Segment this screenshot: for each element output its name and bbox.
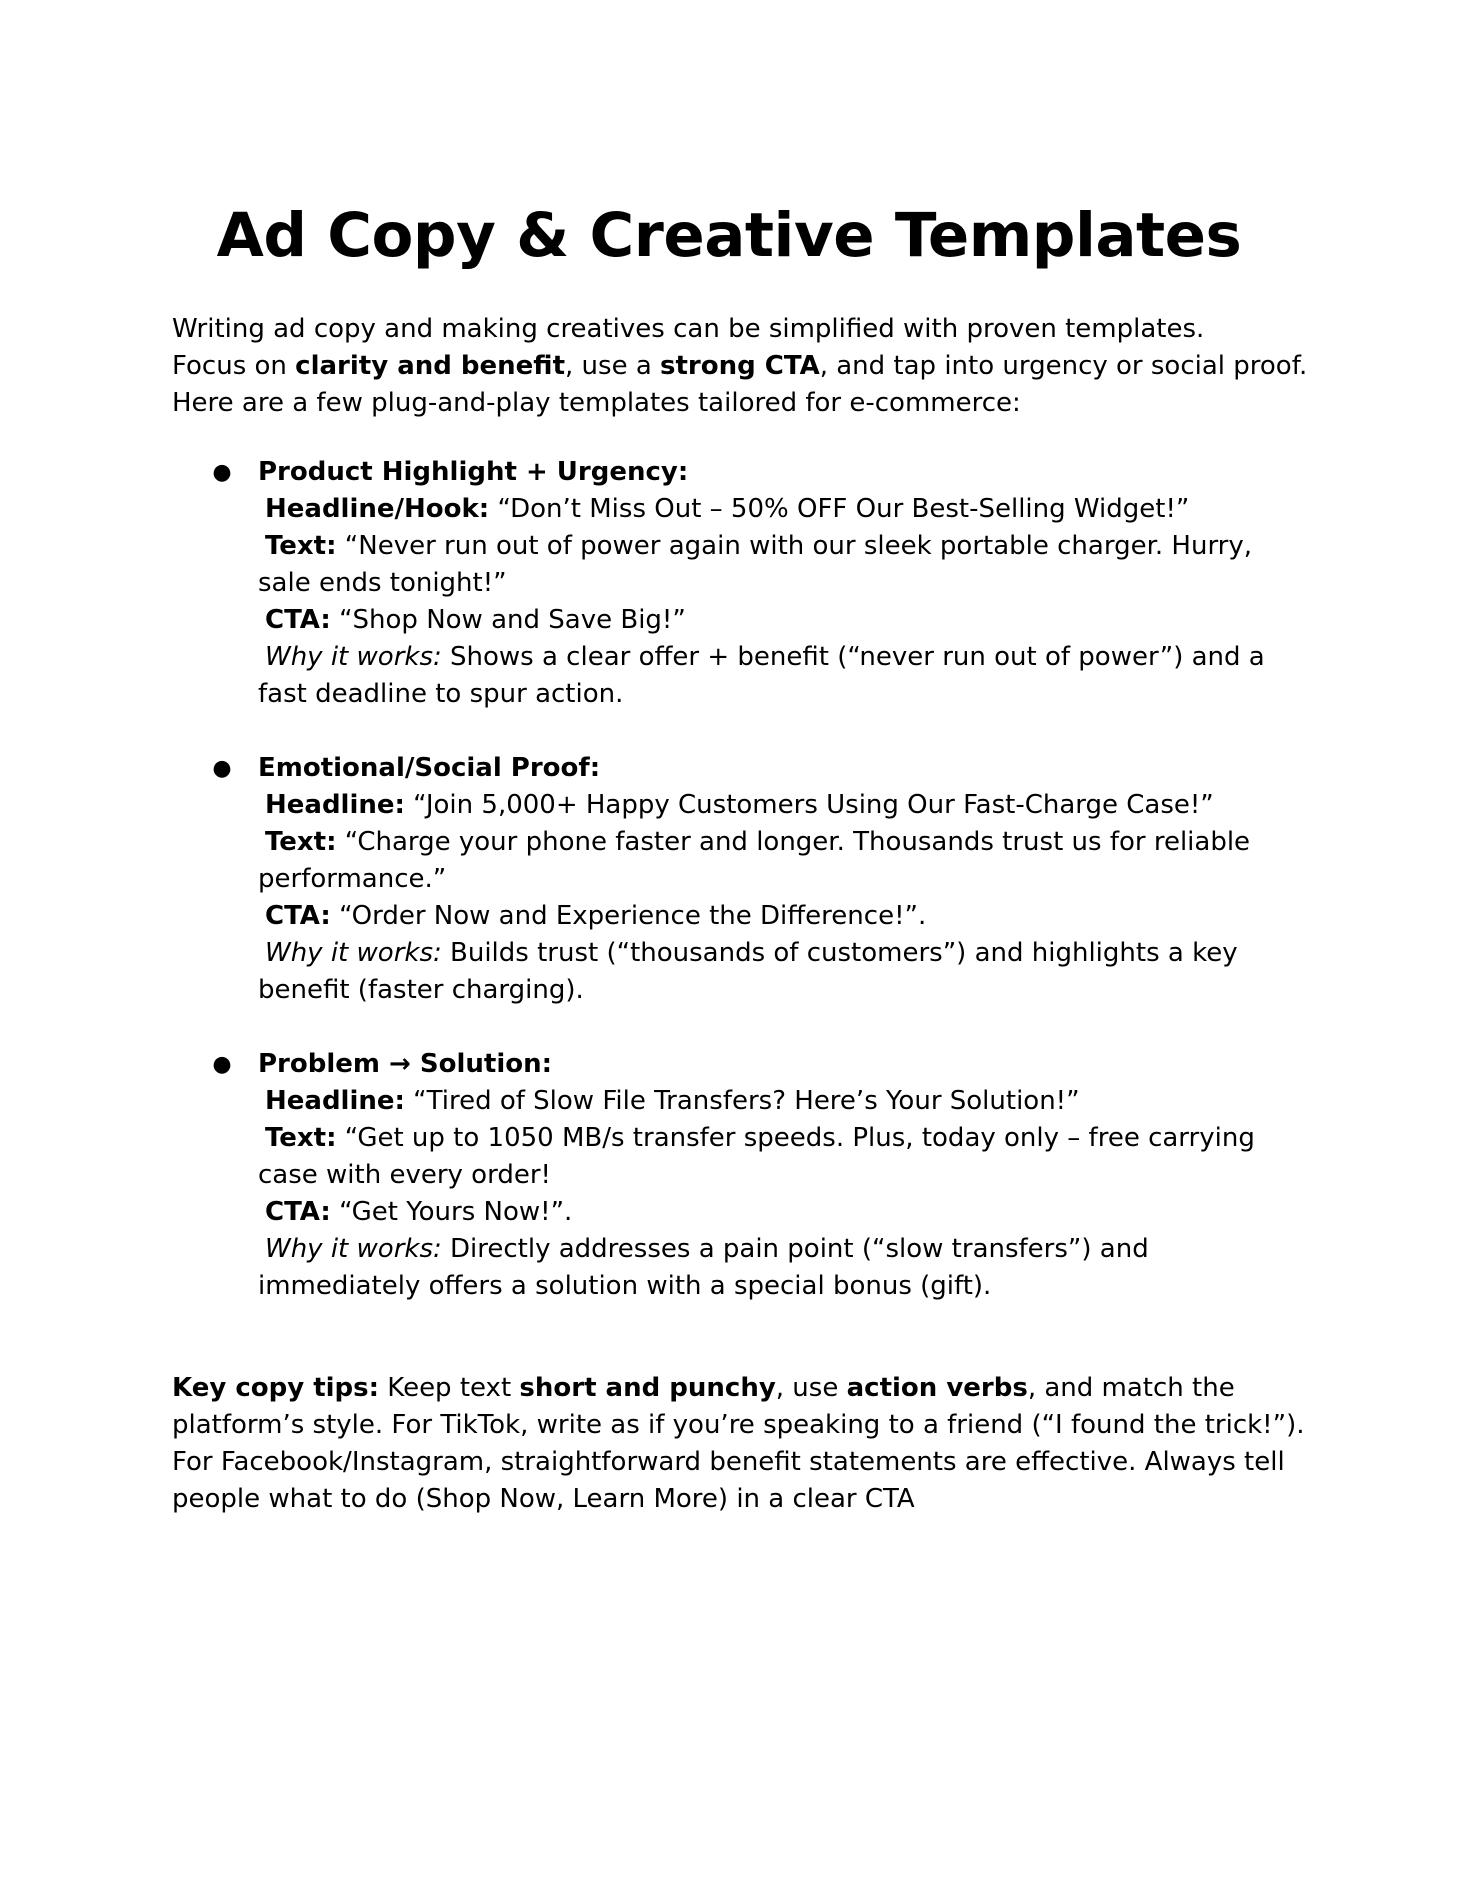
list-item-template-3 (212, 1046, 1308, 1305)
cta-text: “Get Yours Now!”. (330, 1197, 573, 1227)
intro-text: Focus on (172, 351, 296, 381)
template-why (258, 1231, 1308, 1268)
template-text-continued: sale ends tonight!” (258, 568, 507, 598)
tips-emphasis-verbs: action verbs (846, 1373, 1028, 1403)
template-cta (258, 1194, 1308, 1231)
bullet-icon: ● (212, 756, 232, 781)
key-copy-tips-paragraph (172, 1370, 1312, 1518)
text-body: “Get up to 1050 MB/s transfer speeds. Plus, today only – free carrying (336, 1123, 1255, 1153)
tips-line-4: people what to do (Shop Now, Learn More) in a clear CTA (172, 1484, 915, 1514)
page-title: Ad Copy & Creative Templates (216, 200, 1242, 271)
headline-text: “Tired of Slow File Transfers? Here’s Your Solution!” (404, 1086, 1080, 1116)
why-text: Shows a clear offer + benefit (“never run out of power”) and a (441, 642, 1265, 672)
text-body: “Charge your phone faster and longer. Thousands trust us for reliable (336, 827, 1251, 857)
text-label: Text: (265, 1123, 337, 1153)
text-label: Text: (265, 827, 337, 857)
tips-text: , and match the (1027, 1373, 1235, 1403)
intro-line-1: Writing ad copy and making creatives can be simplified with proven templates. (172, 314, 1205, 344)
why-label: Why it works: (265, 642, 442, 672)
template-why-continued: benefit (faster charging). (258, 975, 584, 1005)
bullet-icon: ● (212, 1052, 232, 1077)
cta-label: CTA: (265, 901, 331, 931)
template-text-continued: case with every order! (258, 1160, 551, 1190)
text-body: “Never run out of power again with our sleek portable charger. Hurry, (336, 531, 1253, 561)
why-label: Why it works: (265, 1234, 442, 1264)
template-cta (258, 898, 1308, 935)
template-text (258, 824, 1308, 861)
bullet-icon: ● (212, 460, 232, 485)
headline-text: “Don’t Miss Out – 50% OFF Our Best-Selling Widget!” (489, 494, 1190, 524)
tips-label: Key copy tips: (172, 1373, 380, 1403)
why-text: Builds trust (“thousands of customers”) and highlights a key (441, 938, 1238, 968)
text-label: Text: (265, 531, 337, 561)
template-cta (258, 602, 1308, 639)
template-why (258, 639, 1308, 676)
tips-line-1 (172, 1370, 1312, 1407)
list-item-template-1 (212, 454, 1308, 713)
intro-emphasis-cta: strong CTA (660, 351, 820, 381)
template-why (258, 935, 1308, 972)
tips-line-2: platform’s style. For TikTok, write as if you’re speaking to a friend (“I found the trick!”). (172, 1410, 1305, 1440)
headline-label: Headline: (265, 1086, 405, 1116)
intro-emphasis-clarity: clarity and benefit (295, 351, 566, 381)
headline-label: Headline: (265, 790, 405, 820)
tips-emphasis-short: short and punchy (519, 1373, 776, 1403)
template-headline (258, 1083, 1308, 1120)
template-why-continued: fast deadline to spur action. (258, 679, 624, 709)
intro-paragraph (172, 311, 1312, 422)
cta-label: CTA: (265, 605, 331, 635)
tips-text: Keep text (379, 1373, 520, 1403)
template-why-continued: immediately offers a solution with a special bonus (gift). (258, 1271, 992, 1301)
template-headline (258, 491, 1308, 528)
intro-line-3: Here are a few plug-and-play templates tailored for e-commerce: (172, 388, 1021, 418)
cta-text: “Order Now and Experience the Difference!”. (330, 901, 927, 931)
tips-text: , use (775, 1373, 847, 1403)
intro-text: , use a (565, 351, 661, 381)
template-headline (258, 787, 1308, 824)
intro-text: , and tap into urgency or social proof. (819, 351, 1308, 381)
why-label: Why it works: (265, 938, 442, 968)
template-heading: Product Highlight + Urgency: (258, 457, 689, 487)
template-text (258, 1120, 1308, 1157)
template-heading: Problem → Solution: (258, 1049, 552, 1079)
why-text: Directly addresses a pain point (“slow transfers”) and (441, 1234, 1149, 1264)
intro-line-2 (172, 348, 1312, 385)
cta-text: “Shop Now and Save Big!” (330, 605, 686, 635)
template-text-continued: performance.” (258, 864, 447, 894)
headline-label: Headline/Hook: (265, 494, 490, 524)
headline-text: “Join 5,000+ Happy Customers Using Our Fast-Charge Case!” (404, 790, 1214, 820)
tips-line-3: For Facebook/Instagram, straightforward benefit statements are effective. Always tell (172, 1447, 1285, 1477)
list-item-template-2 (212, 750, 1308, 1009)
cta-label: CTA: (265, 1197, 331, 1227)
template-heading: Emotional/Social Proof: (258, 753, 601, 783)
template-text (258, 528, 1308, 565)
